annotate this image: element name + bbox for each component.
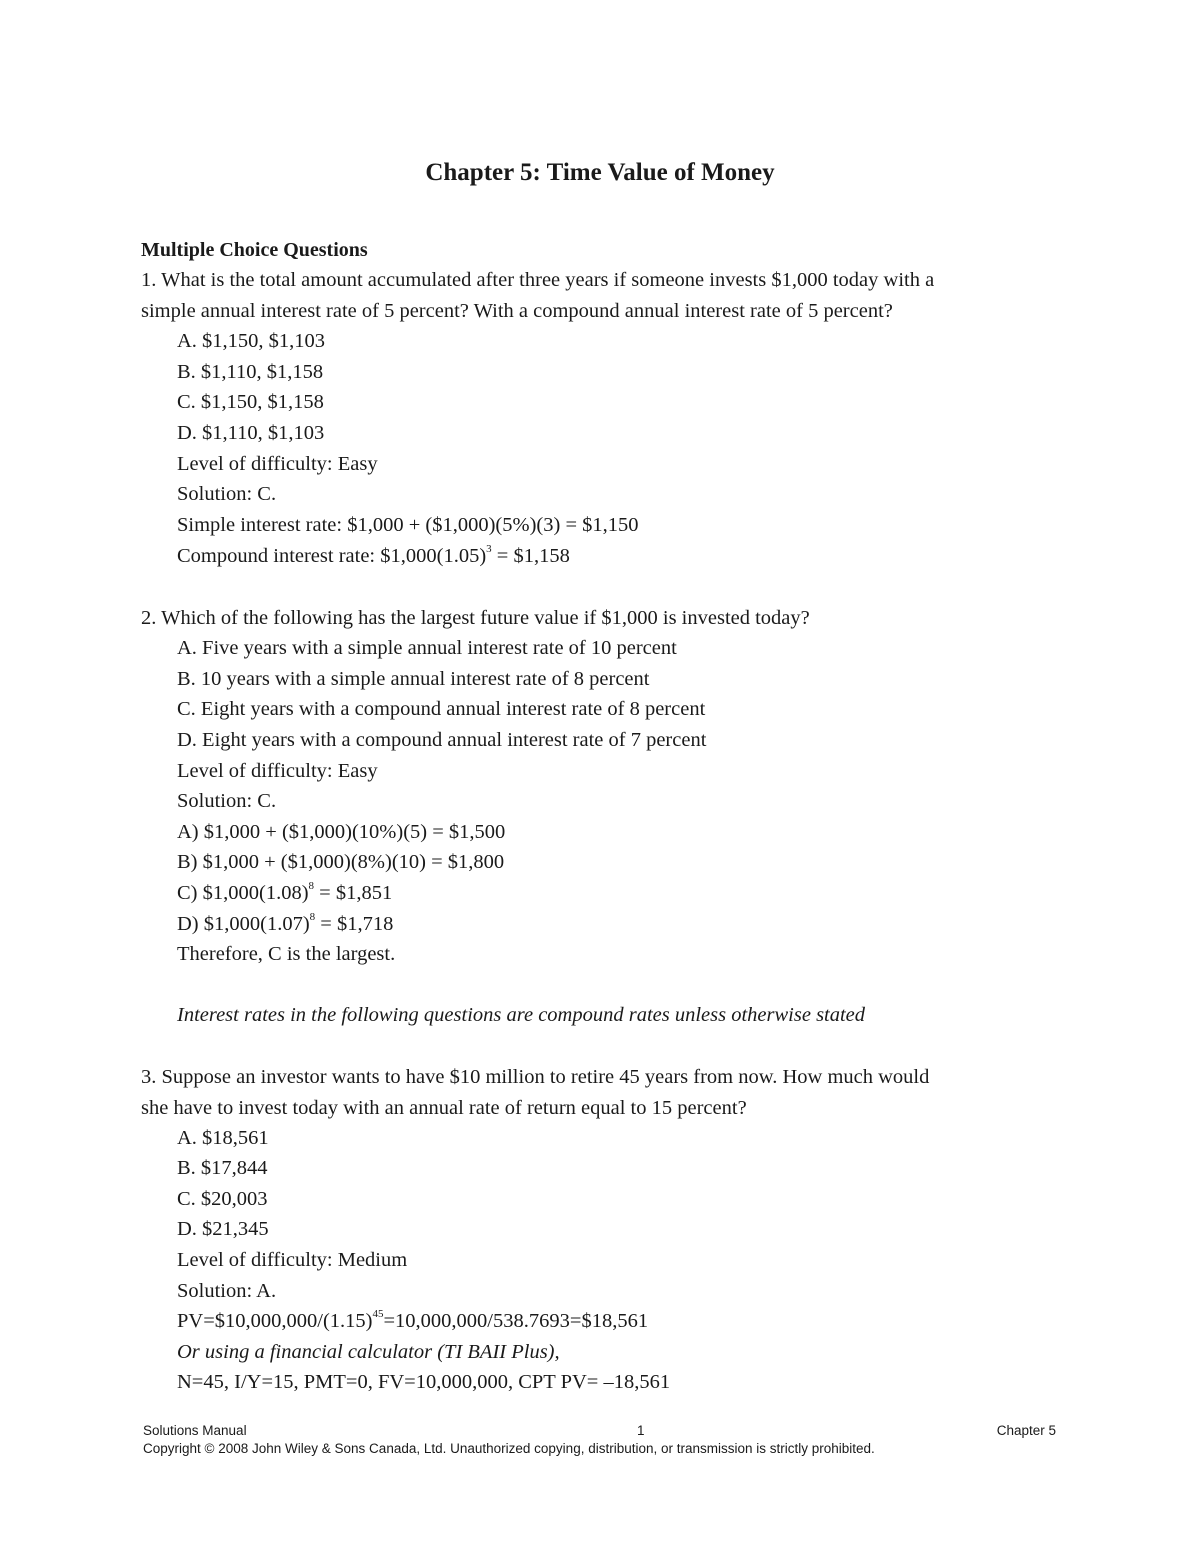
q2-work-d-result: = $1,718 (315, 913, 394, 935)
footer-chapter-label: Chapter 5 (996, 1423, 1056, 1438)
q3-stem-line1: 3. Suppose an investor wants to have $10 million to retire 45 years from now. How much would (141, 1066, 930, 1088)
q2-work-c-exponent: 8 (308, 880, 315, 893)
q3-option-c: C. $20,003 (177, 1188, 268, 1210)
footer-page-number: 1 (637, 1423, 645, 1438)
q2-option-c: C. Eight years with a compound annual interest rate of 8 percent (177, 698, 706, 720)
q1-difficulty: Level of difficulty: Easy (177, 453, 378, 475)
q3-work-pv-exponent: 45 (372, 1308, 384, 1321)
section-heading: Multiple Choice Questions (141, 239, 368, 261)
q2-work-d-base: D) $1,000(1.07) (177, 913, 310, 935)
q2-solution: Solution: C. (177, 790, 277, 812)
q2-option-b: B. 10 years with a simple annual interest rate of 8 percent (177, 668, 650, 690)
q1-option-d: D. $1,110, $1,103 (177, 422, 325, 444)
q3-option-d: D. $21,345 (177, 1218, 269, 1240)
q2-stem: 2. Which of the following has the largest future value if $1,000 is invested today? (141, 607, 810, 629)
q2-work-d (177, 909, 393, 939)
q3-solution: Solution: A. (177, 1280, 277, 1302)
q1-option-c: C. $1,150, $1,158 (177, 391, 324, 413)
q2-work-c-result: = $1,851 (314, 882, 393, 904)
q2-option-d: D. Eight years with a compound annual interest rate of 7 percent (177, 729, 707, 751)
q2-work-c (177, 878, 392, 908)
q1-work-compound (177, 541, 570, 571)
q1-work-compound-result: = $1,158 (491, 545, 570, 567)
q2-difficulty: Level of difficulty: Easy (177, 760, 378, 782)
q3-difficulty: Level of difficulty: Medium (177, 1249, 408, 1271)
page-footer (143, 1422, 1056, 1458)
q1-stem-line2: simple annual interest rate of 5 percent? With a compound annual interest rate of 5 percent? (141, 300, 893, 322)
q2-option-a: A. Five years with a simple annual interest rate of 10 percent (177, 637, 677, 659)
q2-conclusion: Therefore, C is the largest. (177, 943, 396, 965)
q2-work-c-base: C) $1,000(1.08) (177, 882, 309, 904)
q3-work-pv-base: PV=$10,000,000/(1.15) (177, 1310, 373, 1332)
q3-option-b: B. $17,844 (177, 1157, 268, 1179)
q3-option-a: A. $18,561 (177, 1127, 269, 1149)
page-title: Chapter 5: Time Value of Money (425, 159, 775, 186)
q3-work-pv-result: =10,000,000/538.7693=$18,561 (383, 1310, 649, 1332)
q3-calculator-inputs: N=45, I/Y=15, PMT=0, FV=10,000,000, CPT PV= –18,561 (177, 1371, 671, 1393)
q1-stem-line1: 1. What is the total amount accumulated after three years if someone invests $1,000 today with a (141, 269, 935, 291)
q2-work-d-exponent: 8 (309, 911, 316, 924)
q2-work-a: A) $1,000 + ($1,000)(10%)(5) = $1,500 (177, 821, 506, 843)
compound-rate-note: Interest rates in the following questions are compound rates unless otherwise stated (177, 1004, 866, 1026)
q1-option-a: A. $1,150, $1,103 (177, 330, 326, 352)
q3-work-pv (177, 1306, 648, 1336)
q3-calculator-note: Or using a financial calculator (TI BAII Plus), (177, 1341, 560, 1363)
q1-work-simple: Simple interest rate: $1,000 + ($1,000)(5%)(3) = $1,150 (177, 514, 639, 536)
footer-manual-label: Solutions Manual (143, 1423, 247, 1438)
q1-solution: Solution: C. (177, 483, 277, 505)
q3-stem-line2: she have to invest today with an annual rate of return equal to 15 percent? (141, 1097, 747, 1119)
q1-work-compound-base: Compound interest rate: $1,000(1.05) (177, 545, 487, 567)
footer-copyright: Copyright © 2008 John Wiley & Sons Canada, Ltd. Unauthorized copying, distribution, or transmission is strictly prohibited. (143, 1441, 875, 1456)
q2-work-b: B) $1,000 + ($1,000)(8%)(10) = $1,800 (177, 851, 505, 873)
q1-option-b: B. $1,110, $1,158 (177, 361, 324, 383)
q1-work-compound-exponent: 3 (486, 543, 492, 556)
